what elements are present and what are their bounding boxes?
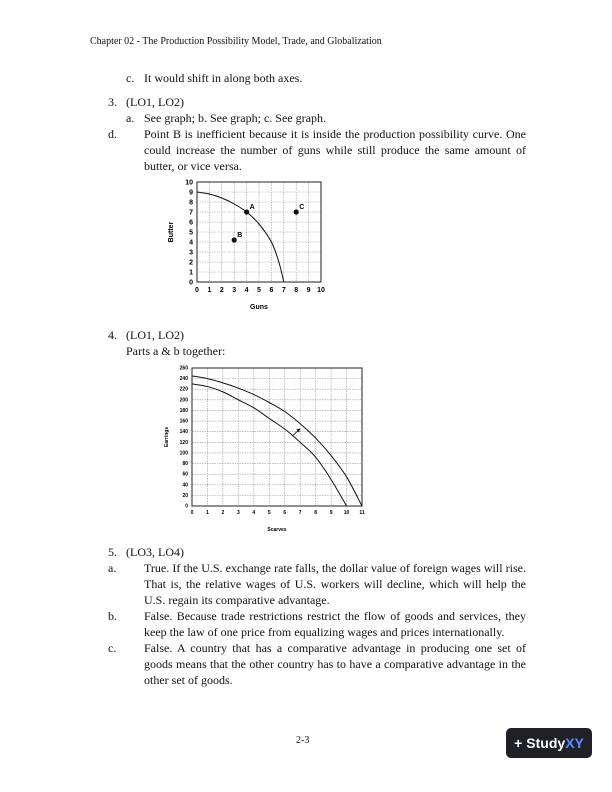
top-section — [108, 70, 526, 174]
y-tick-label: 5 — [189, 229, 193, 237]
x-axis-label: Scarves — [267, 527, 287, 533]
question-5-heading: 5. (LO3, LO4) — [108, 545, 184, 559]
x-tick-label: 4 — [244, 287, 249, 294]
y-tick-label: 60 — [182, 471, 188, 478]
y-tick-label: 140 — [179, 429, 188, 436]
curve-shifted — [192, 376, 362, 506]
x-tick-label: 8 — [294, 287, 299, 294]
y-tick-label: 10 — [185, 179, 193, 187]
y-tick-label: 9 — [189, 189, 193, 197]
answer-5c: c. False. A country that has a comparative advantage in producing one set of goods means that the other country has to have a comparative advantage in the other set of goods. — [108, 641, 526, 687]
question-3-heading: 3. (LO1, LO2) — [108, 95, 184, 109]
x-tick-label: 5 — [267, 510, 271, 516]
x-tick-label: 2 — [219, 287, 224, 294]
guns-butter-chart — [150, 173, 350, 318]
x-tick-label: 0 — [190, 510, 194, 516]
x-tick-label: 7 — [281, 287, 286, 294]
question-4-heading: 4. (LO1, LO2) — [108, 328, 184, 342]
x-tick-label: 7 — [298, 510, 302, 516]
y-tick-label: 180 — [179, 407, 188, 414]
page-number: 2-3 — [296, 735, 310, 746]
y-tick-label: 160 — [179, 418, 188, 425]
point-label: C — [299, 204, 305, 211]
y-tick-label: 20 — [182, 492, 188, 499]
answer-3d: d. Point B is inefficient because it is inside the production possibility curve. One could increase the number of guns while still produce the same amount of butter, or vice versa. — [108, 127, 526, 173]
x-tick-label: 4 — [252, 510, 256, 516]
x-tick-label: 6 — [283, 510, 287, 516]
x-tick-label: 2 — [221, 510, 225, 516]
x-tick-label: 8 — [314, 510, 318, 516]
x-tick-label: 11 — [359, 510, 365, 516]
y-tick-label: 2 — [189, 259, 193, 267]
y-tick-label: 6 — [189, 219, 193, 227]
x-tick-label: 1 — [207, 287, 212, 294]
y-tick-label: 4 — [189, 239, 193, 247]
x-tick-label: 6 — [269, 287, 274, 294]
question-4-subtitle: Parts a & b together: — [126, 344, 226, 358]
y-axis-label: Butter — [168, 221, 175, 243]
y-tick-label: 1 — [189, 269, 193, 277]
answer-3a: a. See graph; b. See graph; c. See graph. — [126, 111, 326, 125]
y-tick-label: 80 — [182, 461, 188, 468]
question-5-section — [108, 544, 526, 688]
answer-5a: a. True. If the U.S. exchange rate falls, the dollar value of foreign wages will rise. That is, the relative wages of U.S. workers will decline, which will help the U.S. regain its comparative advantage. — [108, 561, 526, 607]
x-tick-label: 0 — [195, 287, 199, 294]
point-label: A — [249, 204, 255, 211]
plot-frame — [192, 368, 362, 506]
x-tick-label: 9 — [329, 510, 333, 516]
answer-5b: b. False. Because trade restrictions restrict the flow of goods and services, they keep the law of one price from equalizing wages and prices internationally. — [108, 609, 526, 639]
running-header: Chapter 02 - The Production Possibility Model, Trade, and Globalization — [90, 36, 382, 47]
y-tick-label: 200 — [179, 397, 188, 404]
x-tick-label: 1 — [206, 510, 209, 516]
y-tick-label: 240 — [179, 376, 188, 383]
x-tick-label: 3 — [236, 510, 240, 516]
scarves-earrings-chart — [150, 359, 380, 537]
studyxy-logo: + StudyXY — [506, 728, 592, 758]
x-axis-label: Guns — [250, 304, 268, 311]
point-a — [244, 209, 249, 214]
x-tick-label: 10 — [317, 287, 325, 294]
y-tick-label: 7 — [189, 209, 193, 217]
x-tick-label: 3 — [232, 287, 237, 294]
y-tick-label: 40 — [182, 482, 188, 489]
y-axis-label: Earrings — [164, 426, 170, 448]
y-tick-label: 100 — [179, 450, 188, 457]
question-4-section — [108, 327, 526, 359]
y-tick-label: 120 — [179, 439, 188, 446]
x-tick-label: 5 — [257, 287, 261, 294]
y-tick-label: 260 — [179, 365, 188, 372]
y-tick-label: 8 — [189, 199, 193, 207]
x-tick-label: 10 — [343, 510, 350, 516]
y-tick-label: 0 — [185, 503, 188, 510]
answer-2c: c. It would shift in along both axes. — [126, 71, 303, 85]
y-tick-label: 0 — [189, 279, 193, 287]
plus-icon: + — [514, 735, 523, 751]
point-b — [232, 237, 237, 242]
y-tick-label: 220 — [179, 386, 188, 393]
point-c — [294, 209, 299, 214]
point-label: B — [237, 232, 243, 239]
x-tick-label: 9 — [306, 287, 311, 294]
y-tick-label: 3 — [189, 249, 193, 257]
